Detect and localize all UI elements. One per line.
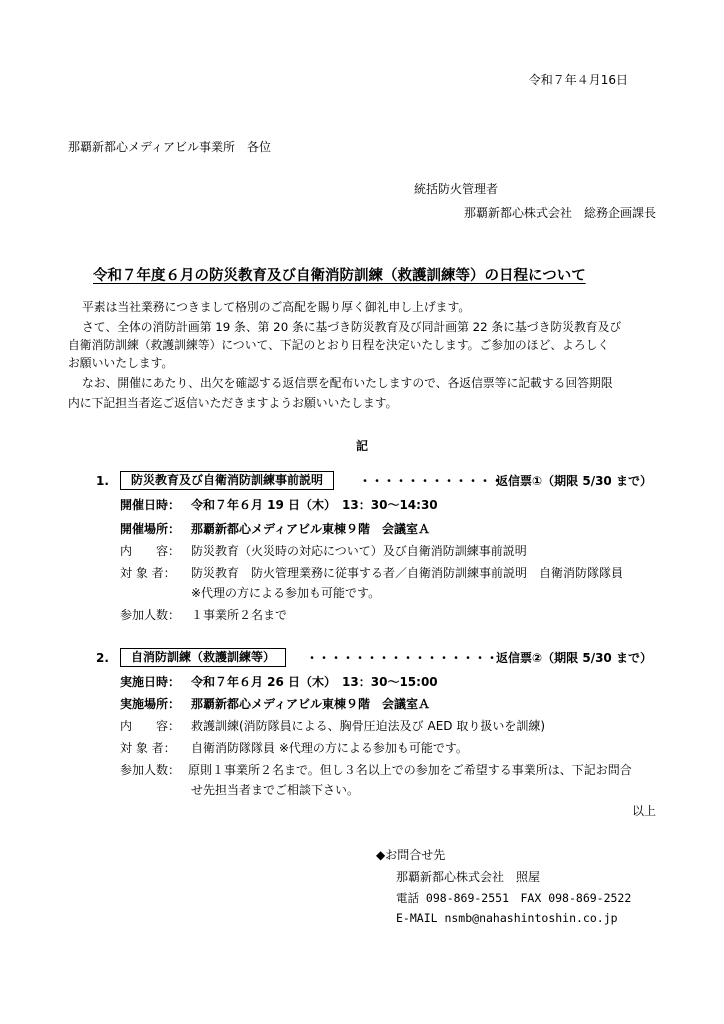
item-1-target-value: 防災教育 防火管理業務に従事する者／自衛消防訓練事前説明 自衛消防隊隊員 [191, 566, 624, 580]
item-2-content-label: 内 容： [120, 719, 181, 733]
paragraph-2-line-1: さて、全体の消防計画第 19 条、第 20 条に基づき防災教育及び同計画第 22 条に基づき防災教育及び [82, 320, 622, 334]
item-2-date-value: 令和７年６月 26 日（木） 13：30～15:00 [191, 675, 438, 689]
contact-phone: 電話 098-869-2551 FAX 098-869-2522 [396, 891, 632, 905]
item-1-date-value: 令和７年６月 19 日（木） 13：30～14:30 [191, 498, 438, 512]
item-1-count-label: 参加人数： [120, 608, 181, 622]
document-date: 令和７年４月16日 [528, 73, 628, 87]
paragraph-3-line-1: なお、開催にあたり、出欠を確認する返信票を配布いたしますので、各返信票等に記載する回答期限 [82, 376, 613, 390]
item-1-content-label: 内 容： [120, 544, 181, 558]
item-1-content-value: 防災教育（火災時の対応について）及び自衛消防訓練事前説明 [191, 544, 527, 558]
document-title: 令和７年度６月の防災教育及び自衛消防訓練（救護訓練等）の日程について [93, 268, 586, 284]
item-1-date-label: 開催日時： [120, 498, 181, 512]
recipient: 那覇新都心メディアビル事業所 各位 [68, 140, 272, 154]
ki-heading: 記 [356, 439, 369, 453]
item-1-leader-dots: ・・・・・・・・・・・・ [359, 474, 504, 488]
item-2-date-label: 実施日時： [120, 675, 181, 689]
item-1-reply-form: 返信票①（期限 5/30 まで） [496, 474, 652, 488]
item-1-number: 1. [96, 474, 109, 488]
item-1-count-value: １事業所２名まで [191, 608, 288, 622]
item-2-content-value: 救護訓練(消防隊員による、胸骨圧迫法及び AED 取り扱いを訓練) [191, 719, 546, 733]
item-2-place-label: 実施場所： [120, 697, 181, 711]
paragraph-3-line-2: 内に下記担当者迄ご返信いただきますようお願いいたします。 [68, 396, 398, 410]
sender-title: 統括防火管理者 [414, 182, 499, 196]
item-1-place-value: 那覇新都心メディアビル東棟９階 会議室Ａ [191, 522, 431, 536]
item-2-target-label: 対 象 者： [120, 741, 176, 755]
item-2-count-label: 参加人数： [120, 763, 181, 777]
item-2-place-value: 那覇新都心メディアビル東棟９階 会議室Ａ [191, 697, 431, 711]
item-1-heading-box [120, 471, 334, 490]
item-2-leader-dots: ・・・・・・・・・・・・・・・・ [306, 651, 499, 665]
item-2-target-value: 自衛消防隊隊員 ※代理の方による参加も可能です。 [191, 741, 468, 755]
contact-company: 那覇新都心株式会社 照屋 [396, 870, 541, 884]
item-1-place-label: 開催場所： [120, 522, 181, 536]
paragraph-2-line-3: お願いいたします。 [68, 356, 174, 370]
item-2-heading-box [120, 648, 286, 667]
item-2-number: 2. [96, 651, 109, 665]
paragraph-2-line-2: 自衛消防訓練（救護訓練等）について、下記のとおり日程を決定いたします。ご参加のほど、よろしく [68, 338, 610, 352]
closing-ijou: 以上 [631, 804, 656, 818]
item-2-heading: 自消防訓練（救護訓練等） [120, 648, 286, 667]
sender-org: 那覇新都心株式会社 総務企画課長 [463, 206, 656, 220]
item-2-reply-form: 返信票②（期限 5/30 まで） [496, 651, 652, 665]
item-1-target-note: ※代理の方による参加も可能です。 [191, 586, 381, 600]
item-2-count-value-line-1: 原則１事業所２名まで。但し３名以上での参加をご希望する事業所は、下記お問合 [188, 763, 632, 777]
item-1-heading: 防災教育及び自衛消防訓練事前説明 [120, 471, 334, 490]
contact-heading: ◆お問合せ先 [376, 848, 446, 862]
item-1-target-label: 対 象 者： [120, 566, 176, 580]
greeting: 平素は当社業務につきまして格別のご高配を賜り厚く御礼申し上げます。 [82, 300, 471, 314]
item-2-count-value-line-2: せ先担当者までご相談下さい。 [191, 783, 360, 797]
contact-email[interactable]: E-MAIL nsmb@nahashintoshin.co.jp [396, 911, 618, 925]
